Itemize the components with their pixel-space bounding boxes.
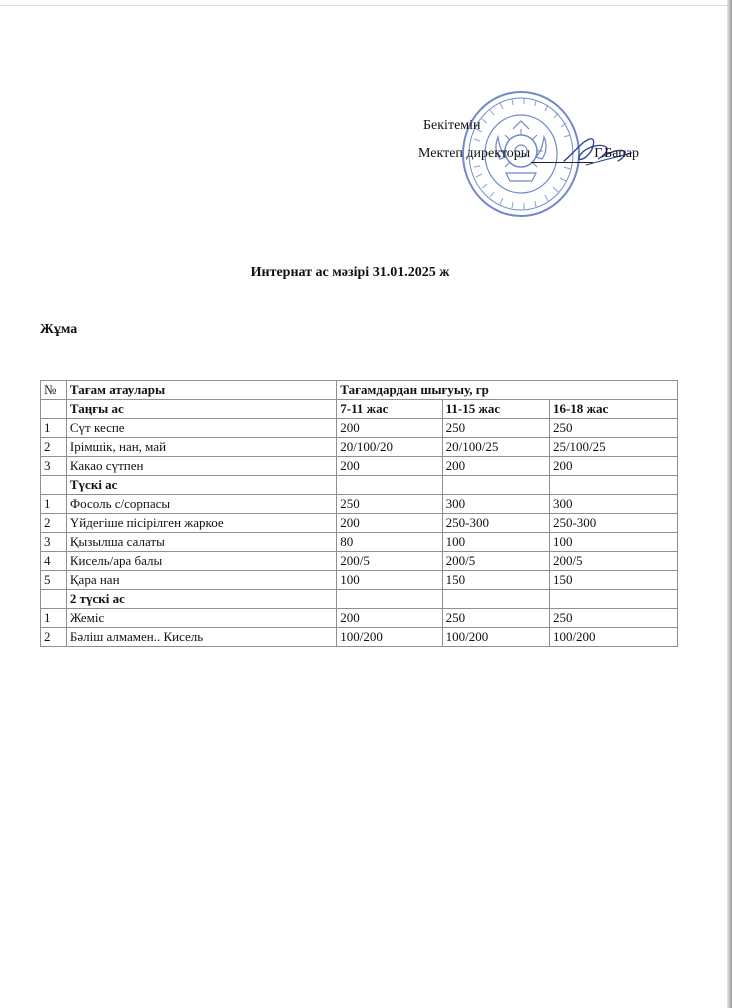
dish-name: Жеміс [66, 609, 336, 628]
yield-11-15: 150 [442, 571, 549, 590]
yield-7-11: 250 [337, 495, 442, 514]
row-no: 2 [41, 438, 67, 457]
dish-name: Қара нан [66, 571, 336, 590]
director-name: Г.Бапар [594, 146, 640, 161]
dish-name: Қызылша салаты [66, 533, 336, 552]
yield-16-18: 250 [549, 419, 677, 438]
dish-name: Какао сүтпен [66, 457, 336, 476]
dish-name: Бәліш алмамен.. Кисель [66, 628, 336, 647]
dish-name: Сүт кеспе [66, 419, 336, 438]
table-row [41, 438, 678, 457]
header-yield: Тағамдардан шығуыу, гр [337, 381, 678, 400]
table-row [41, 457, 678, 476]
row-no: 1 [41, 609, 67, 628]
yield-16-18: 200/5 [549, 552, 677, 571]
section-row-lunch [41, 476, 678, 495]
scan-right-edge [727, 0, 732, 1008]
yield-7-11: 200 [337, 609, 442, 628]
signature-blank [531, 146, 593, 163]
yield-16-18: 100/200 [549, 628, 677, 647]
yield-7-11: 200/5 [337, 552, 442, 571]
yield-11-15: 250-300 [442, 514, 549, 533]
dish-name: Фосоль с/сорпасы [66, 495, 336, 514]
section-name: Таңғы ас [66, 400, 336, 419]
row-no: 2 [41, 628, 67, 647]
age-group-2: 11-15 жас [442, 400, 549, 419]
table-row [41, 419, 678, 438]
yield-7-11: 100 [337, 571, 442, 590]
yield-7-11: 100/200 [337, 628, 442, 647]
menu-table [40, 380, 678, 647]
yield-7-11: 20/100/20 [337, 438, 442, 457]
table-row [41, 514, 678, 533]
table-row [41, 628, 678, 647]
table-row [41, 571, 678, 590]
dish-name: Ірімшік, нан, май [66, 438, 336, 457]
section-row-second-lunch [41, 590, 678, 609]
dish-name: Үйдегіше пісірілген жаркое [66, 514, 336, 533]
section-name: 2 түскі ас [66, 590, 336, 609]
row-no: 1 [41, 495, 67, 514]
row-no: 2 [41, 514, 67, 533]
yield-7-11: 200 [337, 514, 442, 533]
section-row-breakfast [41, 400, 678, 419]
table-row [41, 533, 678, 552]
yield-11-15: 300 [442, 495, 549, 514]
yield-11-15: 200 [442, 457, 549, 476]
yield-11-15: 100 [442, 533, 549, 552]
row-no: 3 [41, 533, 67, 552]
table-row [41, 609, 678, 628]
row-no: 1 [41, 419, 67, 438]
age-group-1: 7-11 жас [337, 400, 442, 419]
yield-7-11: 200 [337, 419, 442, 438]
yield-16-18: 250-300 [549, 514, 677, 533]
document-title: Интернат ас мәзірі 31.01.2025 ж [250, 265, 450, 280]
yield-16-18: 25/100/25 [549, 438, 677, 457]
yield-16-18: 150 [549, 571, 677, 590]
row-no: 4 [41, 552, 67, 571]
yield-16-18: 250 [549, 609, 677, 628]
yield-11-15: 250 [442, 609, 549, 628]
yield-7-11: 80 [337, 533, 442, 552]
yield-11-15: 20/100/25 [442, 438, 549, 457]
approval-label: Бекітемін [423, 118, 481, 133]
row-no: 3 [41, 457, 67, 476]
section-name: Түскі ас [66, 476, 336, 495]
yield-16-18: 200 [549, 457, 677, 476]
row-no: 5 [41, 571, 67, 590]
header-dish-name: Тағам атаулары [66, 381, 336, 400]
yield-11-15: 250 [442, 419, 549, 438]
table-header-row [41, 381, 678, 400]
director-line [418, 146, 639, 163]
age-group-3: 16-18 жас [549, 400, 677, 419]
yield-11-15: 200/5 [442, 552, 549, 571]
table-row [41, 552, 678, 571]
director-prefix: Мектеп директоры [418, 146, 531, 161]
yield-16-18: 300 [549, 495, 677, 514]
day-of-week: Жұма [40, 322, 78, 337]
table-row [41, 495, 678, 514]
header-no: № [41, 381, 67, 400]
dish-name: Кисель/ара балы [66, 552, 336, 571]
yield-7-11: 200 [337, 457, 442, 476]
scan-top-edge [0, 5, 727, 6]
yield-11-15: 100/200 [442, 628, 549, 647]
yield-16-18: 100 [549, 533, 677, 552]
